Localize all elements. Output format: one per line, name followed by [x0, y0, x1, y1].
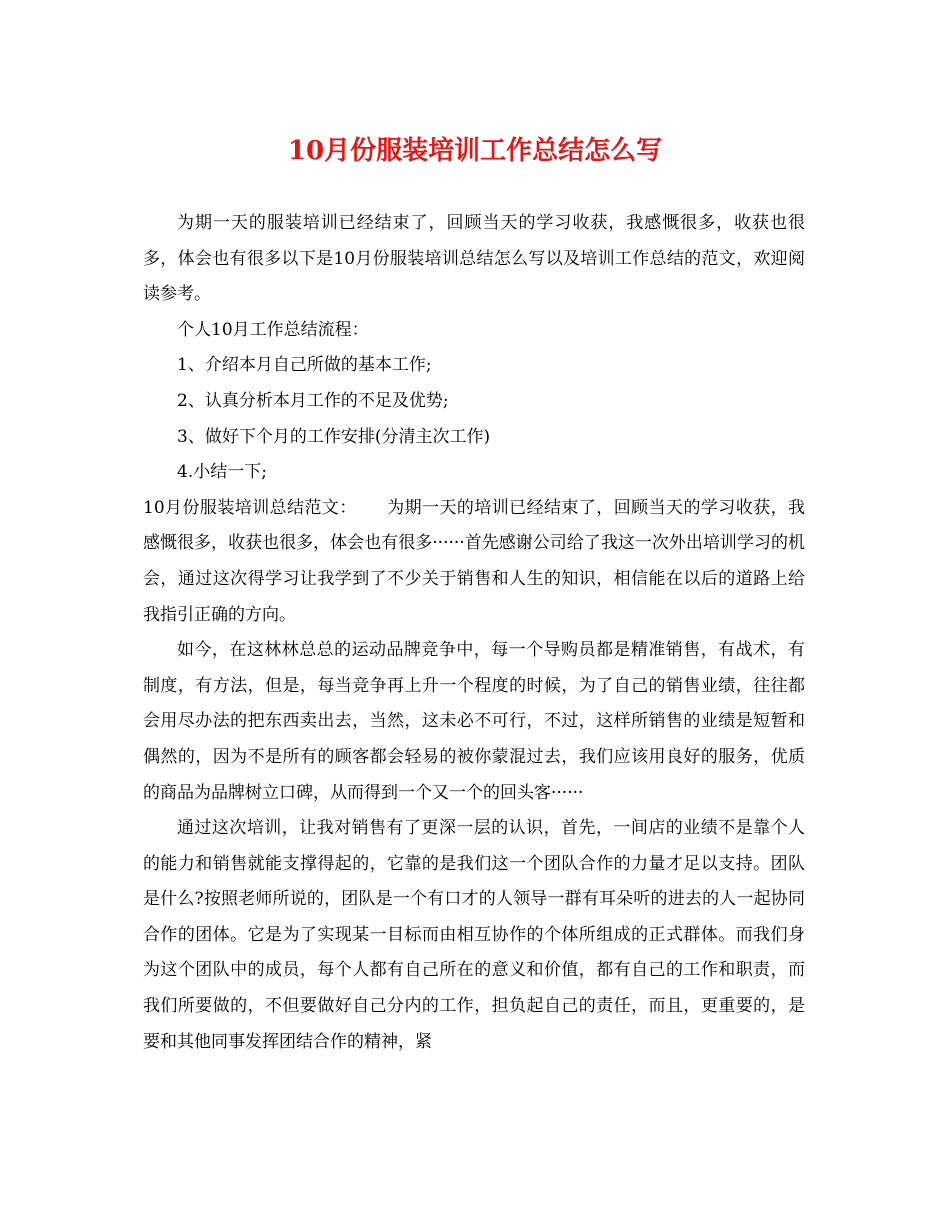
- sample-text: 为期一天的培训已经结束了，回顾当天的学习收获，我感慨很多，收获也很多，体会也有很多······首先感谢公司给了我这一次外出培训学习的机会，通过这次得学习让我学到了不少关于销售和人生的知识，相信能在以后的道路上给我指引正确的方向。: [143, 497, 806, 625]
- process-step-2: 2、认真分析本月工作的不足及优势;: [177, 390, 449, 411]
- body-paragraph-3: 通过这次培训，让我对销售有了更深一层的认识，首先，一间店的业绩不是靠个人的能力和销售就能支撑得起的，它靠的是我们这一个团队合作的力量才足以支持。团队是什么?按照老师所说的，团队是一个有口才的人领导一群有耳朵听的进去的人一起协同合作的团体。它是为了实现某一目标而由相互协作的个体所组成的正式群体。而我们身为这个团队中的成员，每个人都有自己所在的意义和价值，都有自己的工作和职责，而我们所要做的，不但要做好自己分内的工作，担负起自己的责任，而且，更重要的，是要和其他同事发挥团结合作的精神，紧: [143, 818, 805, 1052]
- sample-label: 10月份服装培训总结范文：: [143, 497, 357, 518]
- document-title: 10月份服装培训工作总结怎么写: [287, 136, 663, 166]
- process-step-4: 4.小结一下;: [177, 462, 267, 483]
- process-step-3: 3、做好下个月的工作安排(分清主次工作): [177, 426, 491, 447]
- process-step-1: 1、介绍本月自己所做的基本工作;: [177, 355, 432, 376]
- process-heading: 个人10月工作总结流程：: [177, 319, 369, 340]
- sample-paragraph: [143, 491, 805, 633]
- body-paragraph-2: 如今，在这林林总总的运动品牌竞争中，每一个导购员都是精准销售，有战术，有制度，有方法，但是，每当竞争再上升一个程度的时候，为了自己的销售业绩，往往都会用尽办法的把东西卖出去，当然，这未必不可行，不过，这样所销售的业绩是短暂和偶然的，因为不是所有的顾客都会轻易的被你蒙混过去，我们应该用良好的服务，优质的商品为品牌树立口碑，从而得到一个又一个的回头客······: [143, 640, 805, 803]
- document-body: [143, 206, 805, 1060]
- intro-paragraph: 为期一天的服装培训已经结束了，回顾当天的学习收获，我感慨很多，收获也很多，体会也有很多以下是10月份服装培训总结怎么写以及培训工作总结的范文，欢迎阅读参考。: [143, 213, 805, 305]
